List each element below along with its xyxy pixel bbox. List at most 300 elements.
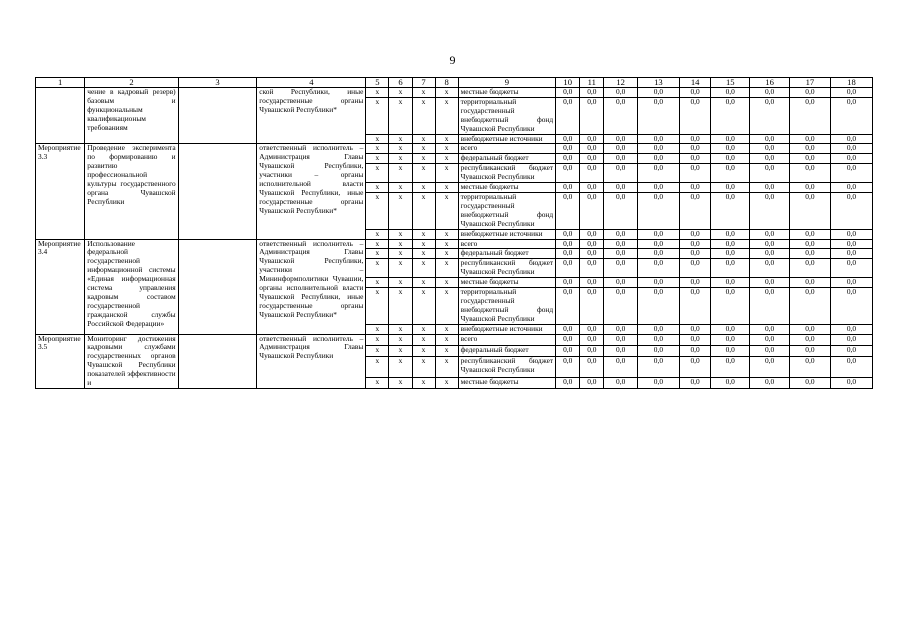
value-cell: 0,0 (789, 97, 830, 134)
code-cell: x (389, 377, 412, 388)
value-cell: 0,0 (711, 345, 750, 356)
value-cell: 0,0 (830, 259, 872, 278)
code-cell: x (435, 334, 458, 345)
value-cell: 0,0 (679, 192, 710, 229)
value-cell: 0,0 (604, 88, 638, 98)
value-cell: 0,0 (830, 97, 872, 134)
code-cell: x (435, 324, 458, 334)
measure-3-name: Мониторинг достижения кадровыми службами государственных органов Чувашской Республики показателей эффективности и (85, 334, 178, 388)
value-cell: 0,0 (637, 144, 679, 154)
value-cell: 0,0 (711, 164, 750, 183)
header-cell-11: 11 (580, 78, 604, 88)
value-cell: 0,0 (750, 144, 790, 154)
value-cell: 0,0 (679, 249, 710, 259)
value-cell: 0,0 (830, 239, 872, 249)
value-cell: 0,0 (604, 334, 638, 345)
funding-source: всего (458, 239, 556, 249)
page-number: 9 (449, 53, 456, 67)
code-cell: x (435, 356, 458, 377)
value-cell: 0,0 (637, 97, 679, 134)
code-cell: x (389, 229, 412, 239)
value-cell: 0,0 (750, 88, 790, 98)
value-cell: 0,0 (556, 154, 580, 164)
value-cell: 0,0 (637, 259, 679, 278)
value-cell: 0,0 (604, 154, 638, 164)
header-cell-12: 12 (604, 78, 638, 88)
value-cell: 0,0 (789, 239, 830, 249)
code-cell: x (389, 164, 412, 183)
code-cell: x (412, 239, 435, 249)
value-cell: 0,0 (789, 144, 830, 154)
value-cell: 0,0 (750, 345, 790, 356)
value-cell: 0,0 (679, 239, 710, 249)
value-cell: 0,0 (750, 229, 790, 239)
value-cell: 0,0 (637, 288, 679, 325)
funding-source: местные бюджеты (458, 278, 556, 288)
value-cell: 0,0 (750, 278, 790, 288)
continuation-executor: ской Республики, иные государственные органы Чувашской Республики* (257, 88, 366, 144)
value-cell: 0,0 (711, 183, 750, 193)
funding-source: республиканский бюджет Чувашской Республики (458, 259, 556, 278)
code-cell: x (366, 259, 389, 278)
value-cell: 0,0 (750, 154, 790, 164)
header-cell-7: 7 (412, 78, 435, 88)
value-cell: 0,0 (679, 164, 710, 183)
code-cell: x (366, 377, 389, 388)
value-cell: 0,0 (830, 324, 872, 334)
value-cell: 0,0 (830, 377, 872, 388)
table-row (36, 239, 873, 249)
code-cell: x (389, 259, 412, 278)
value-cell: 0,0 (556, 144, 580, 154)
financing-table (35, 77, 873, 389)
value-cell: 0,0 (637, 134, 679, 144)
header-cell-6: 6 (389, 78, 412, 88)
value-cell: 0,0 (604, 288, 638, 325)
value-cell: 0,0 (679, 324, 710, 334)
value-cell: 0,0 (711, 88, 750, 98)
header-cell-5: 5 (366, 78, 389, 88)
code-cell: x (412, 134, 435, 144)
code-cell: x (389, 239, 412, 249)
code-cell: x (389, 334, 412, 345)
value-cell: 0,0 (789, 324, 830, 334)
value-cell: 0,0 (679, 183, 710, 193)
value-cell: 0,0 (711, 288, 750, 325)
value-cell: 0,0 (556, 324, 580, 334)
value-cell: 0,0 (750, 288, 790, 325)
measure-2-name: Использование федеральной государственной информационной системы «Единая информационная система управления кадровым составом государственной гражданской службы Российской Федерации» (85, 239, 178, 334)
value-cell: 0,0 (750, 192, 790, 229)
value-cell: 0,0 (637, 192, 679, 229)
header-cell-8: 8 (435, 78, 458, 88)
value-cell: 0,0 (789, 154, 830, 164)
code-cell: x (412, 334, 435, 345)
value-cell: 0,0 (679, 97, 710, 134)
header-cell-15: 15 (711, 78, 750, 88)
value-cell: 0,0 (580, 377, 604, 388)
value-cell: 0,0 (556, 164, 580, 183)
code-cell: x (389, 249, 412, 259)
measure-1-label: Мероприятие 3.3 (36, 144, 85, 239)
value-cell: 0,0 (711, 259, 750, 278)
code-cell: x (366, 278, 389, 288)
value-cell: 0,0 (750, 134, 790, 144)
value-cell: 0,0 (789, 134, 830, 144)
measure-1-goal (178, 144, 257, 239)
code-cell: x (412, 154, 435, 164)
value-cell: 0,0 (556, 288, 580, 325)
value-cell: 0,0 (711, 278, 750, 288)
value-cell: 0,0 (750, 356, 790, 377)
value-cell: 0,0 (830, 88, 872, 98)
header-cell-2: 2 (85, 78, 178, 88)
value-cell: 0,0 (637, 154, 679, 164)
value-cell: 0,0 (556, 278, 580, 288)
value-cell: 0,0 (556, 377, 580, 388)
code-cell: x (389, 144, 412, 154)
funding-source: республиканский бюджет Чувашской Республики (458, 356, 556, 377)
value-cell: 0,0 (580, 183, 604, 193)
code-cell: x (435, 164, 458, 183)
value-cell: 0,0 (604, 164, 638, 183)
value-cell: 0,0 (604, 134, 638, 144)
funding-source: внебюджетные источники (458, 229, 556, 239)
code-cell: x (366, 183, 389, 193)
value-cell: 0,0 (637, 345, 679, 356)
header-row (36, 78, 873, 88)
value-cell: 0,0 (679, 144, 710, 154)
value-cell: 0,0 (789, 229, 830, 239)
value-cell: 0,0 (580, 229, 604, 239)
value-cell: 0,0 (637, 239, 679, 249)
value-cell: 0,0 (580, 239, 604, 249)
value-cell: 0,0 (830, 192, 872, 229)
code-cell: x (435, 259, 458, 278)
value-cell: 0,0 (750, 164, 790, 183)
value-cell: 0,0 (637, 356, 679, 377)
value-cell: 0,0 (604, 144, 638, 154)
value-cell: 0,0 (830, 334, 872, 345)
code-cell: x (435, 229, 458, 239)
value-cell: 0,0 (679, 377, 710, 388)
value-cell: 0,0 (830, 134, 872, 144)
value-cell: 0,0 (604, 229, 638, 239)
code-cell: x (366, 345, 389, 356)
value-cell: 0,0 (711, 229, 750, 239)
funding-source: территориальный государственный внебюджетный фонд Чувашской Республики (458, 288, 556, 325)
code-cell: x (389, 278, 412, 288)
code-cell: x (412, 288, 435, 325)
value-cell: 0,0 (679, 134, 710, 144)
header-cell-1: 1 (36, 78, 85, 88)
value-cell: 0,0 (750, 97, 790, 134)
funding-source: внебюджетные источники (458, 324, 556, 334)
value-cell: 0,0 (750, 259, 790, 278)
value-cell: 0,0 (637, 334, 679, 345)
header-cell-10: 10 (556, 78, 580, 88)
code-cell: x (412, 259, 435, 278)
value-cell: 0,0 (580, 324, 604, 334)
header-cell-9: 9 (458, 78, 556, 88)
value-cell: 0,0 (679, 278, 710, 288)
code-cell: x (412, 192, 435, 229)
value-cell: 0,0 (637, 324, 679, 334)
value-cell: 0,0 (637, 278, 679, 288)
value-cell: 0,0 (580, 334, 604, 345)
value-cell: 0,0 (556, 229, 580, 239)
value-cell: 0,0 (711, 249, 750, 259)
funding-source: территориальный государственный внебюджетный фонд Чувашской Республики (458, 97, 556, 134)
value-cell: 0,0 (637, 88, 679, 98)
value-cell: 0,0 (580, 192, 604, 229)
value-cell: 0,0 (789, 345, 830, 356)
measure-1-executor: ответственный исполнитель – Администрация Главы Чувашской Республики, участники – органы исполнительной власти Чувашской Республики, иные государственные органы Чувашской Республики* (257, 144, 366, 239)
funding-source: республиканский бюджет Чувашской Республики (458, 164, 556, 183)
value-cell: 0,0 (580, 259, 604, 278)
value-cell: 0,0 (637, 249, 679, 259)
value-cell: 0,0 (711, 97, 750, 134)
value-cell: 0,0 (711, 334, 750, 345)
code-cell: x (389, 345, 412, 356)
header-cell-16: 16 (750, 78, 790, 88)
code-cell: x (412, 249, 435, 259)
code-cell: x (435, 249, 458, 259)
value-cell: 0,0 (679, 334, 710, 345)
code-cell: x (366, 144, 389, 154)
value-cell: 0,0 (789, 249, 830, 259)
value-cell: 0,0 (789, 192, 830, 229)
table-row (36, 144, 873, 154)
code-cell: x (389, 97, 412, 134)
value-cell: 0,0 (580, 134, 604, 144)
value-cell: 0,0 (556, 356, 580, 377)
value-cell: 0,0 (580, 164, 604, 183)
value-cell: 0,0 (711, 192, 750, 229)
code-cell: x (366, 154, 389, 164)
value-cell: 0,0 (830, 278, 872, 288)
code-cell: x (389, 356, 412, 377)
value-cell: 0,0 (556, 134, 580, 144)
value-cell: 0,0 (679, 259, 710, 278)
funding-source: местные бюджеты (458, 88, 556, 98)
value-cell: 0,0 (604, 324, 638, 334)
value-cell: 0,0 (789, 164, 830, 183)
value-cell: 0,0 (604, 278, 638, 288)
code-cell: x (435, 239, 458, 249)
code-cell: x (412, 97, 435, 134)
value-cell: 0,0 (711, 144, 750, 154)
value-cell: 0,0 (830, 144, 872, 154)
table-row (36, 88, 873, 98)
header-cell-14: 14 (679, 78, 710, 88)
value-cell: 0,0 (679, 154, 710, 164)
value-cell: 0,0 (711, 324, 750, 334)
code-cell: x (366, 249, 389, 259)
header-cell-3: 3 (178, 78, 257, 88)
code-cell: x (412, 377, 435, 388)
value-cell: 0,0 (789, 278, 830, 288)
continuation-name: чение в кадровый резерв) базовым и функциональным квалификационым требованиям (85, 88, 178, 144)
value-cell: 0,0 (604, 377, 638, 388)
value-cell: 0,0 (556, 183, 580, 193)
code-cell: x (435, 88, 458, 98)
value-cell: 0,0 (580, 144, 604, 154)
code-cell: x (412, 324, 435, 334)
funding-source: всего (458, 144, 556, 154)
value-cell: 0,0 (679, 345, 710, 356)
code-cell: x (412, 88, 435, 98)
value-cell: 0,0 (679, 229, 710, 239)
value-cell: 0,0 (679, 356, 710, 377)
value-cell: 0,0 (789, 88, 830, 98)
value-cell: 0,0 (750, 324, 790, 334)
code-cell: x (412, 164, 435, 183)
value-cell: 0,0 (556, 239, 580, 249)
funding-source: федеральный бюджет (458, 249, 556, 259)
value-cell: 0,0 (750, 377, 790, 388)
code-cell: x (389, 288, 412, 325)
measure-3-executor: ответственный исполнитель – Администрация Главы Чувашской Республики (257, 334, 366, 388)
value-cell: 0,0 (556, 192, 580, 229)
value-cell: 0,0 (556, 97, 580, 134)
value-cell: 0,0 (604, 183, 638, 193)
code-cell: x (412, 229, 435, 239)
value-cell: 0,0 (789, 288, 830, 325)
value-cell: 0,0 (580, 249, 604, 259)
value-cell: 0,0 (604, 192, 638, 229)
continuation-label (36, 88, 85, 144)
value-cell: 0,0 (637, 229, 679, 239)
code-cell: x (435, 134, 458, 144)
value-cell: 0,0 (604, 345, 638, 356)
value-cell: 0,0 (604, 97, 638, 134)
code-cell: x (366, 134, 389, 144)
value-cell: 0,0 (830, 154, 872, 164)
value-cell: 0,0 (556, 345, 580, 356)
code-cell: x (366, 324, 389, 334)
value-cell: 0,0 (789, 183, 830, 193)
code-cell: x (435, 345, 458, 356)
value-cell: 0,0 (556, 249, 580, 259)
funding-source: территориальный государственный внебюджетный фонд Чувашской Республики (458, 192, 556, 229)
code-cell: x (366, 334, 389, 345)
value-cell: 0,0 (637, 377, 679, 388)
code-cell: x (389, 324, 412, 334)
value-cell: 0,0 (580, 288, 604, 325)
value-cell: 0,0 (750, 183, 790, 193)
continuation-goal (178, 88, 257, 144)
funding-source: всего (458, 334, 556, 345)
code-cell: x (412, 356, 435, 377)
header-cell-17: 17 (789, 78, 830, 88)
value-cell: 0,0 (580, 278, 604, 288)
code-cell: x (389, 134, 412, 144)
measure-2-label: Мероприятие 3.4 (36, 239, 85, 334)
value-cell: 0,0 (830, 356, 872, 377)
code-cell: x (435, 154, 458, 164)
code-cell: x (366, 356, 389, 377)
header-cell-18: 18 (830, 78, 872, 88)
value-cell: 0,0 (711, 239, 750, 249)
value-cell: 0,0 (604, 356, 638, 377)
value-cell: 0,0 (711, 134, 750, 144)
value-cell: 0,0 (580, 345, 604, 356)
value-cell: 0,0 (580, 97, 604, 134)
value-cell: 0,0 (789, 259, 830, 278)
value-cell: 0,0 (830, 288, 872, 325)
funding-source: внебюджетные источники (458, 134, 556, 144)
value-cell: 0,0 (604, 249, 638, 259)
code-cell: x (435, 144, 458, 154)
value-cell: 0,0 (679, 88, 710, 98)
value-cell: 0,0 (750, 334, 790, 345)
code-cell: x (435, 183, 458, 193)
value-cell: 0,0 (830, 229, 872, 239)
value-cell: 0,0 (750, 239, 790, 249)
code-cell: x (412, 345, 435, 356)
code-cell: x (389, 154, 412, 164)
value-cell: 0,0 (789, 377, 830, 388)
code-cell: x (435, 278, 458, 288)
value-cell: 0,0 (580, 154, 604, 164)
value-cell: 0,0 (750, 249, 790, 259)
value-cell: 0,0 (637, 164, 679, 183)
code-cell: x (412, 278, 435, 288)
code-cell: x (435, 288, 458, 325)
code-cell: x (366, 164, 389, 183)
value-cell: 0,0 (830, 164, 872, 183)
value-cell: 0,0 (711, 154, 750, 164)
code-cell: x (366, 192, 389, 229)
code-cell: x (366, 97, 389, 134)
measure-2-executor: ответственный исполнитель – Администрация Главы Чувашской Республики, участники – Мининформполитики Чувашии, органы исполнительной власти Чувашской Республики, иные государственные органы Чувашской Республики* (257, 239, 366, 334)
header-cell-4: 4 (257, 78, 366, 88)
code-cell: x (366, 288, 389, 325)
value-cell: 0,0 (711, 356, 750, 377)
value-cell: 0,0 (604, 239, 638, 249)
value-cell: 0,0 (556, 334, 580, 345)
code-cell: x (412, 144, 435, 154)
funding-source: федеральный бюджет (458, 345, 556, 356)
funding-source: федеральный бюджет (458, 154, 556, 164)
code-cell: x (435, 192, 458, 229)
measure-2-goal (178, 239, 257, 334)
value-cell: 0,0 (789, 334, 830, 345)
code-cell: x (412, 183, 435, 193)
value-cell: 0,0 (830, 249, 872, 259)
code-cell: x (389, 88, 412, 98)
code-cell: x (366, 88, 389, 98)
code-cell: x (366, 229, 389, 239)
measure-1-name: Проведение эксперимента по формированию и развитию профессиональной культуры государственного органа Чувашской Республики (85, 144, 178, 239)
value-cell: 0,0 (556, 259, 580, 278)
code-cell: x (435, 97, 458, 134)
code-cell: x (366, 239, 389, 249)
value-cell: 0,0 (604, 259, 638, 278)
header-cell-13: 13 (637, 78, 679, 88)
code-cell: x (389, 183, 412, 193)
value-cell: 0,0 (830, 345, 872, 356)
value-cell: 0,0 (711, 377, 750, 388)
value-cell: 0,0 (830, 183, 872, 193)
value-cell: 0,0 (580, 88, 604, 98)
funding-source: местные бюджеты (458, 183, 556, 193)
table-row (36, 334, 873, 345)
value-cell: 0,0 (556, 88, 580, 98)
value-cell: 0,0 (789, 356, 830, 377)
value-cell: 0,0 (637, 183, 679, 193)
